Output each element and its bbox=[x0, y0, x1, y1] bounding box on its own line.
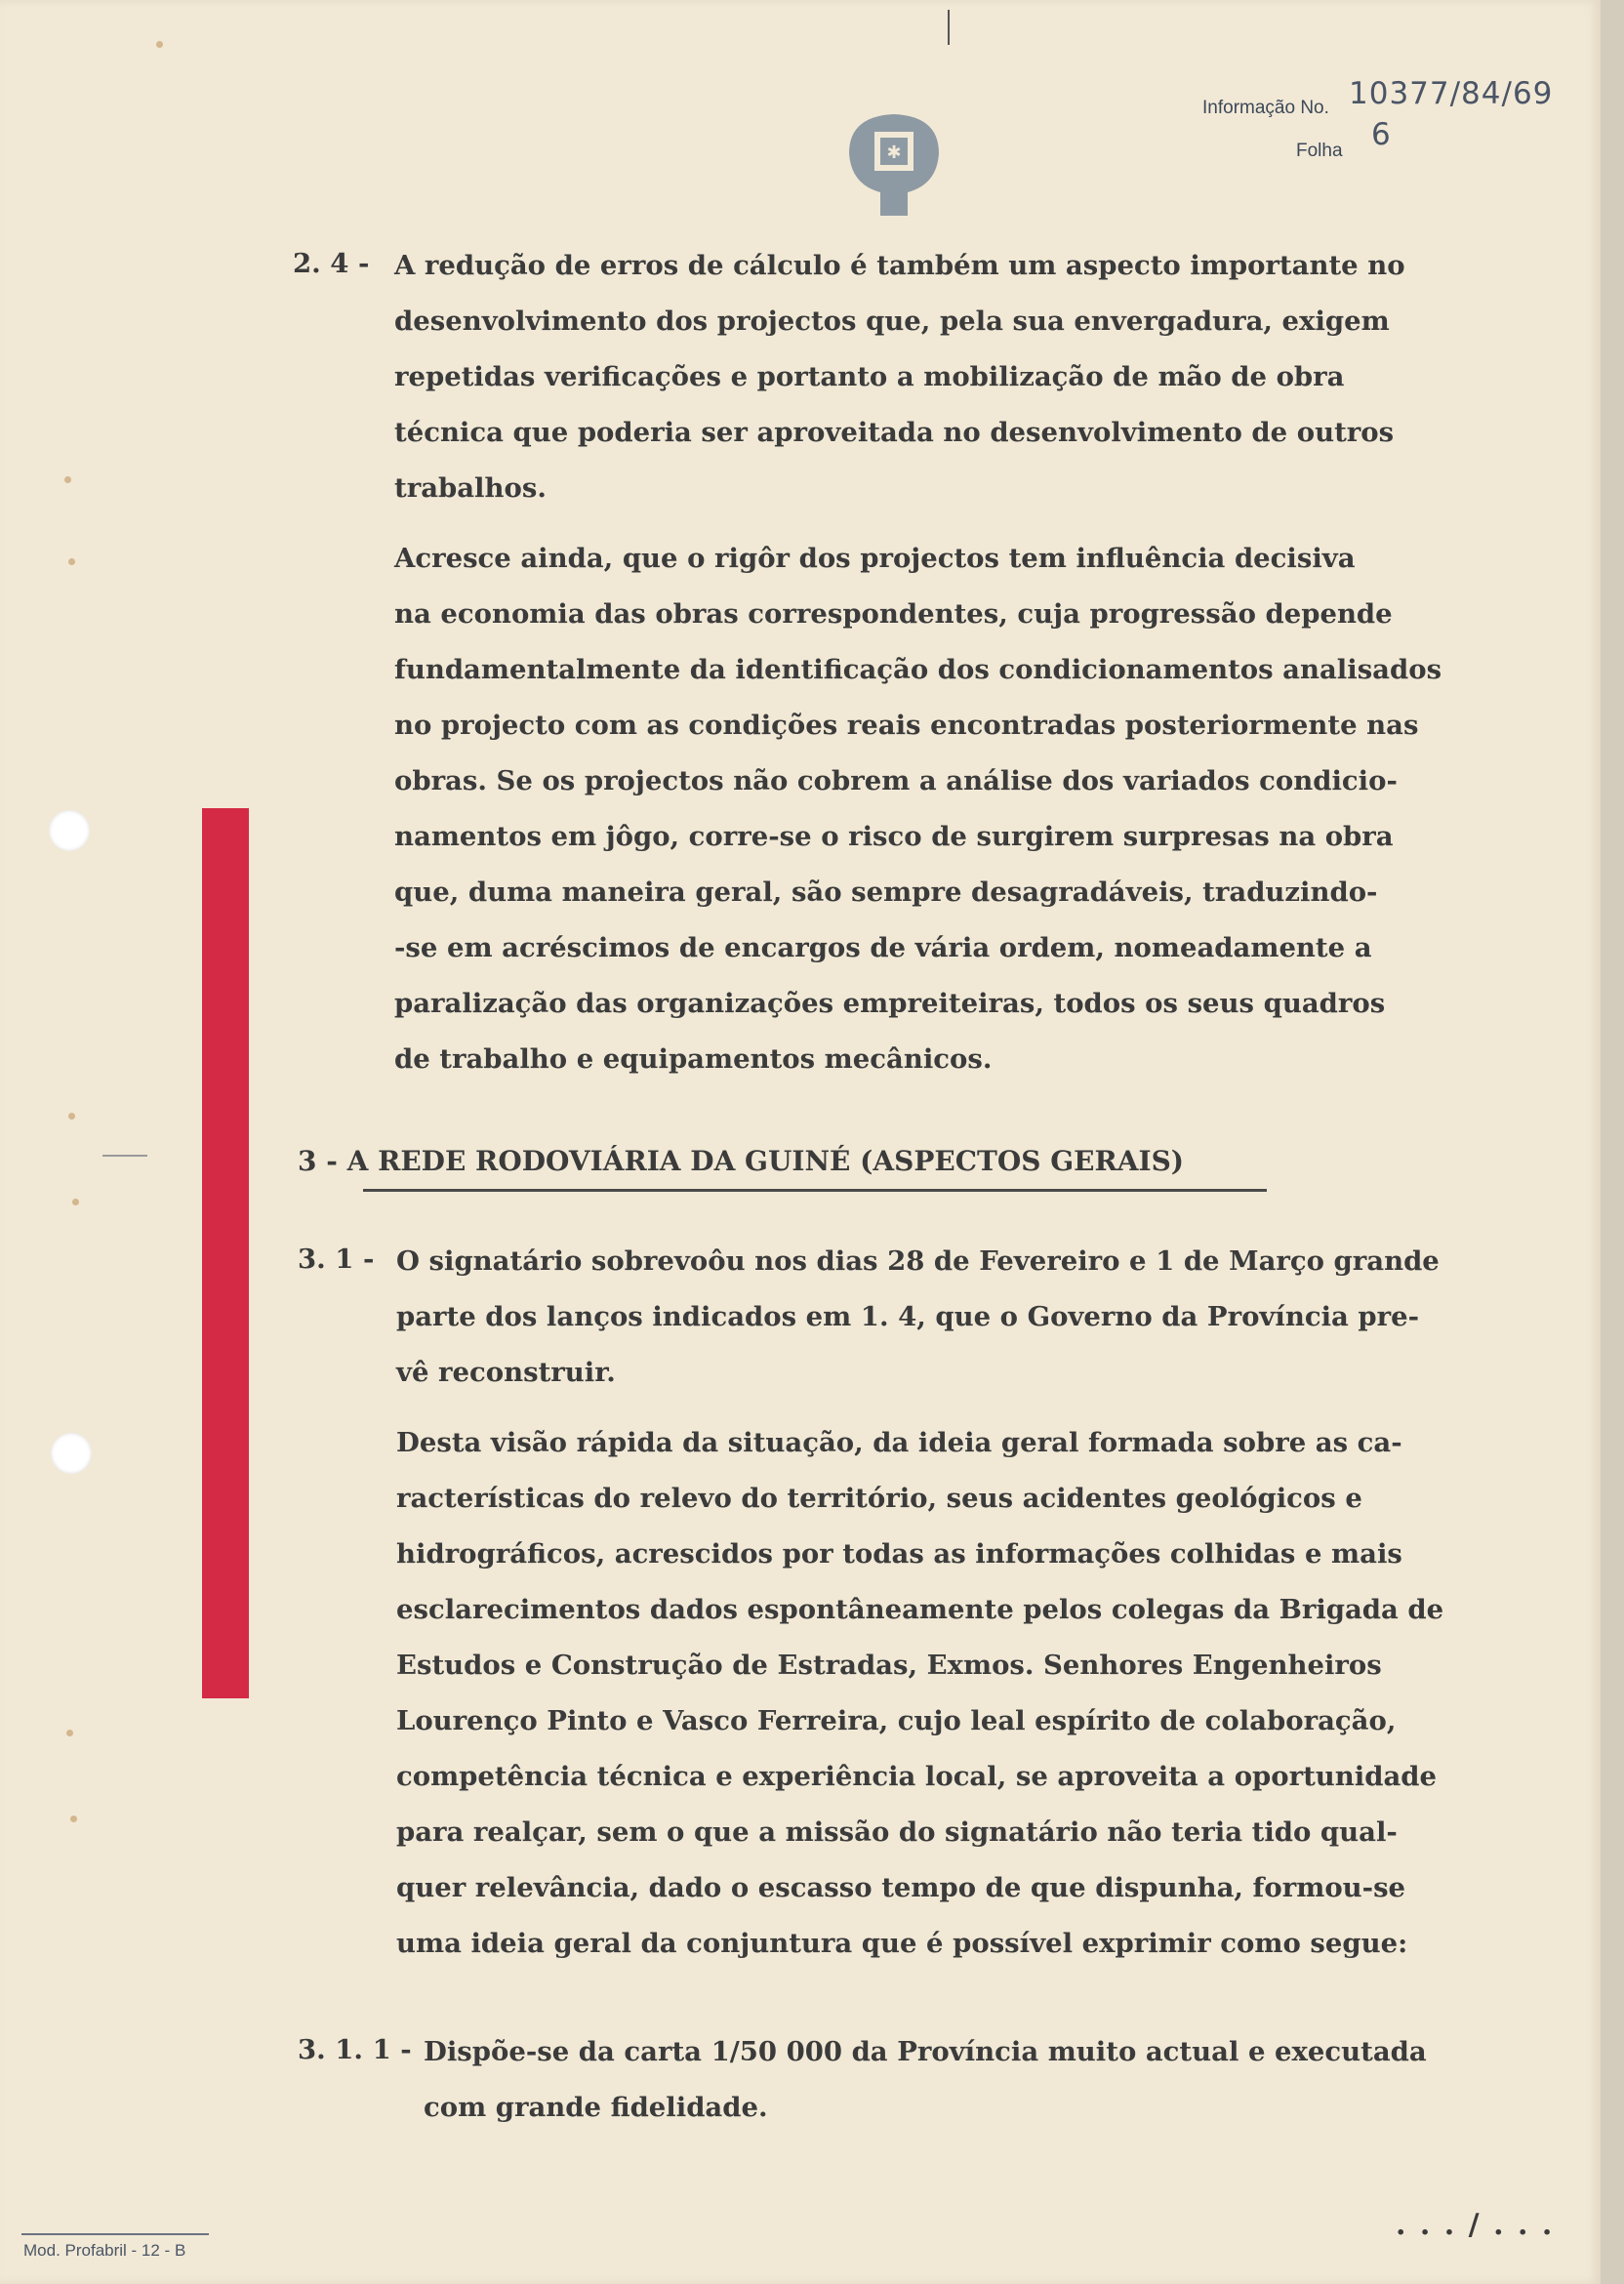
text-line: repetidas verificações e portanto a mobilização de mão de obra bbox=[394, 361, 1345, 392]
text-line: na economia das obras correspondentes, cuja progressão depende bbox=[394, 598, 1393, 630]
continuation-mark: . . . / . . . bbox=[1396, 2208, 1555, 2242]
svg-text:✱: ✱ bbox=[886, 143, 902, 163]
informacao-number: 10377/84/69 bbox=[1349, 76, 1554, 111]
section-2-4-text bbox=[394, 238, 1405, 516]
informacao-label: Informação No. bbox=[1202, 98, 1329, 118]
text-line: Dispõe-se da carta 1/50 000 da Província muito actual e executada bbox=[424, 2036, 1427, 2067]
paper-speck bbox=[64, 476, 71, 483]
heading-underline bbox=[363, 1189, 1267, 1192]
form-code: Mod. Profabril - 12 - B bbox=[23, 2241, 186, 2260]
paragraph-desta bbox=[396, 1415, 1443, 1972]
text-line: parte dos lanços indicados em 1. 4, que o Governo da Província pre- bbox=[396, 1301, 1420, 1332]
folha-number: 6 bbox=[1371, 117, 1392, 152]
section-number-3-1-1: 3. 1. 1 - bbox=[298, 2034, 412, 2065]
paper-speck bbox=[68, 1113, 75, 1120]
text-line: racterísticas do relevo do território, seus acidentes geológicos e bbox=[396, 1483, 1362, 1514]
paper-speck bbox=[72, 1199, 79, 1205]
text-line: no projecto com as condições reais encontradas posteriormente nas bbox=[394, 710, 1419, 741]
text-line: para realçar, sem o que a missão do signatário não teria tido qual- bbox=[396, 1816, 1398, 1848]
section-3-heading: 3 - A REDE RODOVIÁRIA DA GUINÉ (ASPECTOS GERAIS) bbox=[298, 1145, 1185, 1177]
red-margin-marker bbox=[202, 808, 249, 1698]
punch-hole-top bbox=[49, 810, 90, 851]
text-line: vê reconstruir. bbox=[396, 1357, 616, 1388]
text-line: uma ideia geral da conjuntura que é possível exprimir como segue: bbox=[396, 1928, 1408, 1959]
section-number-3-1: 3. 1 - bbox=[298, 1244, 375, 1275]
margin-tick bbox=[102, 1155, 147, 1157]
paragraph-acresce bbox=[394, 531, 1441, 1087]
section-3-1-text bbox=[396, 1234, 1440, 1401]
section-number-2-4: 2. 4 - bbox=[293, 248, 370, 279]
text-line: técnica que poderia ser aproveitada no desenvolvimento de outros bbox=[394, 417, 1395, 448]
text-line: de trabalho e equipamentos mecânicos. bbox=[394, 1043, 993, 1075]
text-line: A redução de erros de cálculo é também um aspecto importante no bbox=[394, 250, 1405, 281]
paper-speck bbox=[156, 41, 163, 48]
text-line: trabalhos. bbox=[394, 472, 547, 504]
text-line: obras. Se os projectos não cobrem a análise dos variados condicio- bbox=[394, 765, 1398, 796]
text-line: quer relevância, dado o escasso tempo de que dispunha, formou-se bbox=[396, 1872, 1406, 1903]
footer-rule bbox=[21, 2233, 209, 2235]
text-line: Acresce ainda, que o rigôr dos projectos tem influência decisiva bbox=[394, 543, 1356, 574]
paper-speck bbox=[70, 1815, 77, 1822]
text-line: hidrográficos, acrescidos por todas as informações colhidas e mais bbox=[396, 1538, 1402, 1570]
text-line: Desta visão rápida da situação, da ideia geral formada sobre as ca- bbox=[396, 1427, 1402, 1458]
page-edge bbox=[1601, 0, 1624, 2284]
text-line: desenvolvimento dos projectos que, pela sua envergadura, exigem bbox=[394, 306, 1390, 337]
paper-speck bbox=[68, 558, 75, 565]
text-line: O signatário sobrevoôu nos dias 28 de Fevereiro e 1 de Março grande bbox=[396, 1245, 1440, 1277]
profabril-logo-icon bbox=[841, 102, 947, 220]
text-line: fundamentalmente da identificação dos condicionamentos analisados bbox=[394, 654, 1442, 685]
section-3-1-1-text bbox=[424, 2024, 1427, 2136]
punch-hole-bottom bbox=[51, 1433, 92, 1474]
folha-label: Folha bbox=[1296, 141, 1343, 161]
text-line: competência técnica e experiência local, se aproveita a oportunidade bbox=[396, 1761, 1438, 1792]
text-line: esclarecimentos dados espontâneamente pelos colegas da Brigada de bbox=[396, 1594, 1444, 1625]
paper-speck bbox=[66, 1730, 73, 1736]
text-line: namentos em jôgo, corre-se o risco de surgirem surpresas na obra bbox=[394, 821, 1394, 852]
text-line: que, duma maneira geral, são sempre desagradáveis, traduzindo- bbox=[394, 877, 1378, 908]
text-line: paralização das organizações empreiteiras, todos os seus quadros bbox=[394, 988, 1386, 1019]
text-line: -se em acréscimos de encargos de vária ordem, nomeadamente a bbox=[394, 932, 1372, 963]
text-line: Lourenço Pinto e Vasco Ferreira, cujo leal espírito de colaboração, bbox=[396, 1705, 1397, 1736]
text-line: Estudos e Construção de Estradas, Exmos. Senhores Engenheiros bbox=[396, 1650, 1382, 1681]
fold-mark bbox=[948, 10, 950, 45]
text-line: com grande fidelidade. bbox=[424, 2092, 768, 2123]
